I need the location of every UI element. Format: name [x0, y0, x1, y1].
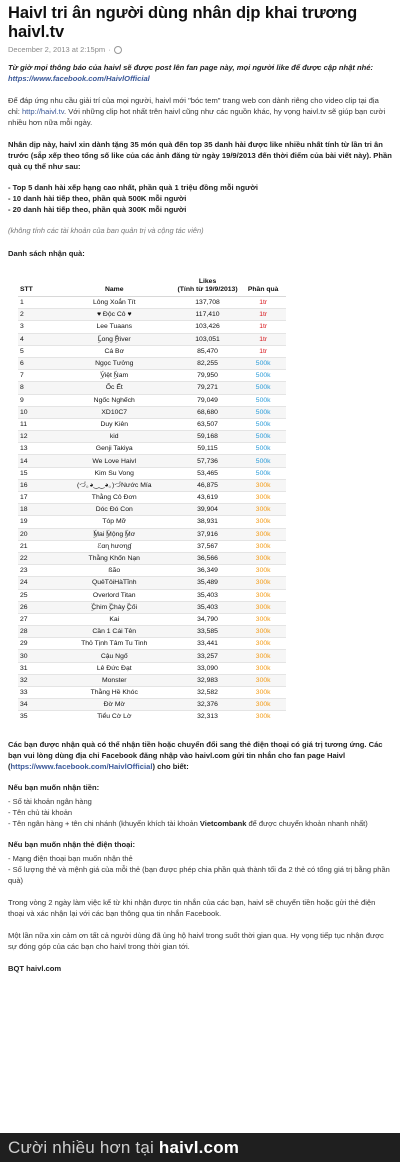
cell-likes: 46,875: [175, 479, 241, 491]
table-row: [18, 345, 286, 357]
cell-stt: 4: [18, 333, 54, 345]
cell-likes: 32,313: [175, 711, 241, 723]
cell-stt: 35: [18, 711, 54, 723]
cell-name: ۣۜChim ۣۜChày ۣۜCối: [54, 601, 175, 613]
cell-likes: 79,271: [175, 382, 241, 394]
table-row: [18, 613, 286, 625]
cell-name: (づ｡◕‿‿◕｡)づNước Mía: [54, 479, 175, 491]
table-row: [18, 357, 286, 369]
cell-likes: 53,465: [175, 467, 241, 479]
contact-paragraph: Các bạn được nhận quà có thể nhận tiền hoặc chuyển đổi sang thẻ điện thoại có giá trị tương ứng. Các bạn vui lòng dùng địa chỉ Facebook đăng nhập vào haivl.com gửi tin nhắn cho fan page Haivl (https://www.facebook.com/HaivlOfficial) cho biết:: [8, 739, 383, 771]
table-row: [18, 431, 286, 443]
table-row: [18, 552, 286, 564]
cell-stt: 18: [18, 504, 54, 516]
lead-paragraph: Từ giờ mọi thông báo của haivl sẽ được post lên fan page này, mọi người like để được cập nhật nhé: https://www.facebook.com/HaivlOfficial: [8, 63, 374, 83]
money-list: [8, 796, 392, 829]
cell-prize: 1tr: [240, 345, 286, 357]
cell-prize: 300k: [240, 479, 286, 491]
cell-name: Thằng Cô Đơn: [54, 492, 175, 504]
closing-paragraph-2: Một lần nữa xin cảm ơn tất cả người dùng đã ủng hộ haivl trong suốt thời gian qua. Hy vọng tiếp tục nhận được sự đóng góp của các bạn cho haivl trong thời gian tới.: [8, 930, 384, 951]
cell-name: ℰαɳ hươɳɠ: [54, 540, 175, 552]
haivl-tv-link[interactable]: http://haivl.tv: [21, 107, 65, 116]
cell-stt: 27: [18, 613, 54, 625]
cell-prize: 500k: [240, 394, 286, 406]
cell-name: Lông Xoắn Tít: [54, 297, 175, 309]
cell-prize: 300k: [240, 528, 286, 540]
cell-likes: 33,257: [175, 650, 241, 662]
cell-likes: 59,115: [175, 443, 241, 455]
prize-item: - 20 danh hài tiếp theo, phần quà 300K mỗi người: [8, 205, 187, 214]
cell-name: Cá Bơ: [54, 345, 175, 357]
cell-name: We Love Haivl: [54, 455, 175, 467]
cell-stt: 6: [18, 357, 54, 369]
table-row: [18, 711, 286, 723]
fanpage-link[interactable]: https://www.facebook.com/HaivlOfficial: [8, 74, 150, 83]
cell-name: Overlord Titan: [54, 589, 175, 601]
footer-banner: [0, 1133, 400, 1162]
cell-likes: 59,168: [175, 431, 241, 443]
cell-stt: 29: [18, 638, 54, 650]
cell-likes: 35,489: [175, 577, 241, 589]
cell-likes: 33,441: [175, 638, 241, 650]
list-item: - Tên chủ tài khoản: [8, 807, 73, 817]
cell-name: ßão: [54, 565, 175, 577]
table-row: [18, 333, 286, 345]
signature: BQT haivl.com: [8, 963, 62, 973]
card-title: Nếu bạn muốn nhận thẻ điện thoại:: [8, 839, 135, 849]
cell-likes: 35,403: [175, 589, 241, 601]
header-name: Name: [54, 278, 175, 297]
cell-name: Thỏ Tịnh Tâm Tu Tinh: [54, 638, 175, 650]
table-row: [18, 394, 286, 406]
cell-likes: 34,790: [175, 613, 241, 625]
cell-likes: 32,582: [175, 687, 241, 699]
cell-stt: 34: [18, 699, 54, 711]
cell-prize: 500k: [240, 443, 286, 455]
table-row: [18, 589, 286, 601]
cell-name: Monster: [54, 674, 175, 686]
table-row: [18, 418, 286, 430]
table-row: [18, 601, 286, 613]
list-title: Danh sách nhận quà:: [8, 249, 85, 258]
cell-likes: 79,950: [175, 370, 241, 382]
cell-stt: 15: [18, 467, 54, 479]
cell-prize: 300k: [240, 699, 286, 711]
cell-name: Dóc Đó Con: [54, 504, 175, 516]
cell-name: ۣۜViệt ۣۜNam: [54, 370, 175, 382]
cell-prize: 500k: [240, 431, 286, 443]
cell-likes: 33,090: [175, 662, 241, 674]
cell-prize: 500k: [240, 418, 286, 430]
cell-likes: 36,349: [175, 565, 241, 577]
cell-name: Kim Su Vong: [54, 467, 175, 479]
cell-stt: 33: [18, 687, 54, 699]
cell-name: XD10C7: [54, 406, 175, 418]
cell-name: Cậu Ngố: [54, 650, 175, 662]
footer-brand[interactable]: haivl.com: [158, 1137, 240, 1157]
cell-prize: 300k: [240, 687, 286, 699]
cell-stt: 32: [18, 674, 54, 686]
cell-likes: 103,426: [175, 321, 241, 333]
table-row: [18, 674, 286, 686]
cell-name: Tiểu Cờ Lờ: [54, 711, 175, 723]
cell-stt: 13: [18, 443, 54, 455]
cell-prize: 500k: [240, 357, 286, 369]
cell-likes: 37,916: [175, 528, 241, 540]
cell-prize: 1tr: [240, 309, 286, 321]
cell-stt: 31: [18, 662, 54, 674]
cell-stt: 11: [18, 418, 54, 430]
cell-prize: 300k: [240, 516, 286, 528]
cell-prize: 1tr: [240, 297, 286, 309]
header-stt: STT: [18, 278, 54, 297]
cell-prize: 300k: [240, 492, 286, 504]
table-row: [18, 309, 286, 321]
table-row: [18, 528, 286, 540]
cell-name: QuêTôiHàTĩnh: [54, 577, 175, 589]
cell-prize: 300k: [240, 662, 286, 674]
post-meta: December 2, 2013 at 2:15pm ·: [8, 45, 392, 54]
cell-prize: 500k: [240, 455, 286, 467]
cell-stt: 28: [18, 626, 54, 638]
cell-name: Ngốc Nghếch: [54, 394, 175, 406]
table-row: [18, 492, 286, 504]
cell-stt: 16: [18, 479, 54, 491]
cell-prize: 300k: [240, 577, 286, 589]
cell-prize: 300k: [240, 638, 286, 650]
cell-likes: 82,255: [175, 357, 241, 369]
cell-likes: 36,566: [175, 552, 241, 564]
cell-likes: 32,376: [175, 699, 241, 711]
cell-prize: 300k: [240, 613, 286, 625]
cell-likes: 68,680: [175, 406, 241, 418]
cell-stt: 17: [18, 492, 54, 504]
cell-prize: 300k: [240, 711, 286, 723]
closing-paragraph-1: Trong vòng 2 ngày làm việc kể từ khi nhận được tin nhắn của các bạn, haivl sẽ chuyển tiền hoặc gửi thẻ điện thoại và xác nhận lại với các bạn thông qua tin nhắn Facebook.: [8, 897, 376, 918]
cell-stt: 22: [18, 552, 54, 564]
cell-stt: 3: [18, 321, 54, 333]
list-item: - Mạng điện thoại bạn muốn nhận thẻ: [8, 853, 133, 863]
cell-stt: 12: [18, 431, 54, 443]
cell-name: Ngọc Tưởng: [54, 357, 175, 369]
cell-prize: 300k: [240, 650, 286, 662]
cell-name: Genji Takiya: [54, 443, 175, 455]
cell-prize: 300k: [240, 504, 286, 516]
list-item: - Số lượng thẻ và mệnh giá của mỗi thẻ (bạn được phép chia phần quà thành tối đa 2 thẻ có tổng giá trị bằng phần quà): [8, 864, 390, 885]
post-container: [8, 0, 392, 974]
cell-name: kid: [54, 431, 175, 443]
cell-stt: 10: [18, 406, 54, 418]
awards-table: [18, 278, 286, 723]
cell-name: Kai: [54, 613, 175, 625]
cell-likes: 103,051: [175, 333, 241, 345]
cell-stt: 1: [18, 297, 54, 309]
cell-stt: 2: [18, 309, 54, 321]
cell-prize: 1tr: [240, 321, 286, 333]
globe-icon: [114, 46, 122, 54]
table-row: [18, 370, 286, 382]
cell-name: Thằng Hề Khóc: [54, 687, 175, 699]
cell-stt: 7: [18, 370, 54, 382]
cell-stt: 8: [18, 382, 54, 394]
cell-stt: 25: [18, 589, 54, 601]
cell-name: ۣۜLong ۣۜRiver: [54, 333, 175, 345]
cell-likes: 35,403: [175, 601, 241, 613]
cell-likes: 38,931: [175, 516, 241, 528]
cell-name: ۣۜMai ۣۜMộng ۣۜMơ: [54, 528, 175, 540]
cell-name: ♥ Độc Cô ♥: [54, 309, 175, 321]
table-row: [18, 565, 286, 577]
cell-name: Duy Kiên: [54, 418, 175, 430]
cell-prize: 300k: [240, 674, 286, 686]
intro-paragraph: Để đáp ứng nhu cầu giải trí của mọi người, haivl mới "bóc tem" trang web con dành riêng cho video clip tại địa chỉ: http://haivl.tv. Với những clip hot nhất trên haivl cũng như các nguồn khác, hy vọng haivl.tv sẽ giúp bạn cười nhiều hơn nữa mỗi ngày.: [8, 96, 386, 127]
prize-item: - Top 5 danh hài xếp hạng cao nhất, phần quà 1 triệu đồng mỗi người: [8, 183, 258, 192]
cell-prize: 500k: [240, 467, 286, 479]
table-row: [18, 321, 286, 333]
cell-likes: 39,904: [175, 504, 241, 516]
post-date[interactable]: December 2, 2013 at 2:15pm: [8, 45, 106, 54]
cell-likes: 63,507: [175, 418, 241, 430]
prize-item: - 10 danh hài tiếp theo, phần quà 500K mỗi người: [8, 194, 187, 203]
post-title: Haivl tri ân người dùng nhân dịp khai trương haivl.tv: [8, 4, 358, 41]
header-prize: Phần quà: [240, 278, 286, 297]
cell-likes: 137,708: [175, 297, 241, 309]
cell-name: Lê Đức Đạt: [54, 662, 175, 674]
cell-stt: 14: [18, 455, 54, 467]
table-row: [18, 443, 286, 455]
table-row: [18, 297, 286, 309]
cell-stt: 5: [18, 345, 54, 357]
announce-paragraph: Nhân dịp này, haivl xin dành tặng 35 món quà đến top 35 danh hài được like nhiều nhất tính từ lần tri ân trước (sắp xếp theo tổng số like của các ảnh đăng từ ngày 19/9/2013 đến thời điểm của bài viết này). Phần quà cụ thể như sau:: [8, 140, 392, 171]
cell-prize: 300k: [240, 626, 286, 638]
cell-stt: 26: [18, 601, 54, 613]
table-row: [18, 479, 286, 491]
cell-prize: 500k: [240, 382, 286, 394]
list-item: - Tên ngân hàng + tên chi nhánh (khuyến khích tài khoản Vietcombank để được chuyển khoản nhanh nhất): [8, 818, 368, 828]
table-row: [18, 504, 286, 516]
cell-stt: 9: [18, 394, 54, 406]
cell-prize: 1tr: [240, 333, 286, 345]
cell-prize: 500k: [240, 406, 286, 418]
cell-name: Thằng Khốn Nạn: [54, 552, 175, 564]
table-row: [18, 638, 286, 650]
cell-prize: 300k: [240, 565, 286, 577]
table-row: [18, 662, 286, 674]
cell-prize: 300k: [240, 540, 286, 552]
cell-stt: 19: [18, 516, 54, 528]
footer-slogan: Cười nhiều hơn tại haivl.com: [8, 1137, 240, 1157]
card-list: [8, 853, 392, 886]
table-row: [18, 626, 286, 638]
cell-stt: 23: [18, 565, 54, 577]
cell-likes: 57,736: [175, 455, 241, 467]
cell-prize: 300k: [240, 601, 286, 613]
table-row: [18, 467, 286, 479]
cell-likes: 37,567: [175, 540, 241, 552]
exclusion-note: (không tính các tài khoản của ban quản trị và cộng tác viên): [8, 226, 204, 235]
cell-name: Lee Tuaans: [54, 321, 175, 333]
list-item: - Số tài khoản ngân hàng: [8, 796, 92, 806]
cell-name: Đờ Mờ: [54, 699, 175, 711]
cell-likes: 79,049: [175, 394, 241, 406]
table-header-row: [18, 278, 286, 297]
cell-name: Ốc Ết: [54, 382, 175, 394]
table-row: [18, 516, 286, 528]
cell-likes: 43,619: [175, 492, 241, 504]
cell-likes: 33,585: [175, 626, 241, 638]
cell-likes: 32,983: [175, 674, 241, 686]
cell-likes: 117,410: [175, 309, 241, 321]
cell-prize: 300k: [240, 552, 286, 564]
cell-stt: 21: [18, 540, 54, 552]
cell-prize: 500k: [240, 370, 286, 382]
table-row: [18, 699, 286, 711]
table-row: [18, 455, 286, 467]
cell-name: Cần 1 Cái Tên: [54, 626, 175, 638]
cell-stt: 30: [18, 650, 54, 662]
cell-name: Tóp Mỡ: [54, 516, 175, 528]
table-body: [18, 297, 286, 723]
table-row: [18, 577, 286, 589]
cell-stt: 24: [18, 577, 54, 589]
cell-stt: 20: [18, 528, 54, 540]
table-row: [18, 540, 286, 552]
cell-likes: 85,470: [175, 345, 241, 357]
table-row: [18, 650, 286, 662]
table-row: [18, 687, 286, 699]
cell-prize: 300k: [240, 589, 286, 601]
table-row: [18, 406, 286, 418]
contact-link[interactable]: https://www.facebook.com/HaivlOfficial: [10, 761, 153, 771]
prize-list: [8, 182, 392, 215]
money-title: Nếu bạn muốn nhận tiền:: [8, 782, 100, 792]
header-likes: Likes (Tính từ 19/9/2013): [175, 278, 241, 297]
table-row: [18, 382, 286, 394]
